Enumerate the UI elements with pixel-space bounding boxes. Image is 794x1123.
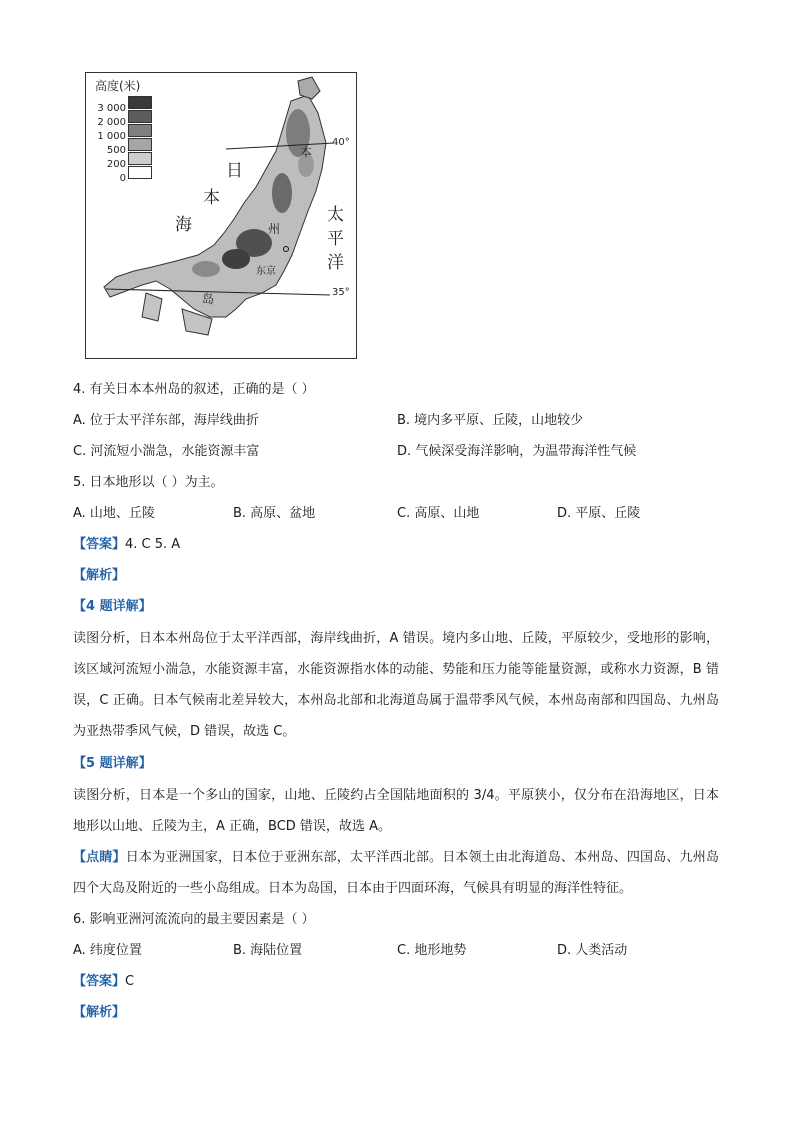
question-6-option-b: B. 海陆位置: [233, 943, 303, 958]
question-6-option-c: C. 地形地势: [397, 943, 467, 958]
legend-swatch: [128, 138, 152, 151]
analysis-tag: 【解析】: [73, 1005, 126, 1020]
detail-4-text: 读图分析，日本本州岛位于太平洋西部，海岸线曲折，A 错误。境内多山地、丘陵，平原较少，受地形的影响，该区域河流短小湍急，水能资源丰富，水能资源指水体的动能、势能和压力能等能量资源，或称水力资源，B 错误，C 正确。日本气候南北差异较大，本州岛北部和北海道岛属于温带季风气候，本州岛南部和四国岛、九州岛为亚热带季风气候，D 错误，故选 C。: [73, 631, 719, 739]
highlight-block: [73, 842, 719, 904]
japan-map-drawing: [86, 73, 358, 360]
question-6-option-d: D. 人类活动: [557, 943, 628, 958]
question-5-option-d: D. 平原、丘陵: [557, 506, 641, 521]
answer-tag: 【答案】: [73, 537, 126, 552]
latitude-40-label: 40°: [332, 137, 350, 148]
detail-5-heading: [73, 755, 152, 773]
pacific-ocean-char-3: 洋: [327, 253, 344, 273]
legend-level-label: 500: [106, 145, 126, 156]
question-4-option-d: D. 气候深受海洋影响，为温带海洋性气候: [397, 444, 637, 459]
sea-of-japan-char-2: 本: [203, 188, 220, 208]
relief-patch: [192, 261, 220, 277]
legend-title: 高度(米): [95, 79, 141, 93]
detail-4-heading: [73, 598, 152, 616]
legend-swatch: [128, 110, 152, 123]
answer-text: 4. C 5. A: [125, 537, 181, 552]
detail-5-text: 读图分析，日本是一个多山的国家，山地、丘陵约占全国陆地面积的 3/4。平原狭小，仅分布在沿海地区，日本地形以山地、丘陵为主，A 正确，BCD 错误，故选 A。: [73, 788, 719, 834]
latitude-35-label: 35°: [332, 287, 350, 298]
analysis-block-2: [73, 1004, 125, 1022]
question-5-option-b: B. 高原、盆地: [233, 506, 316, 521]
hokkaido-shape: [298, 77, 320, 99]
legend-level-label: 0: [119, 173, 126, 184]
question-5-option-c: C. 高原、山地: [397, 506, 480, 521]
legend-swatch: [128, 96, 152, 109]
sea-of-japan-char-1: 日: [226, 161, 243, 181]
legend-swatch: [128, 166, 152, 179]
legend-swatch: [128, 124, 152, 137]
question-4-option-a: A. 位于太平洋东部，海岸线曲折: [73, 413, 259, 428]
analysis-tag: 【解析】: [73, 568, 126, 583]
legend-level-label: 200: [106, 159, 126, 170]
legend-level-label: 1 000: [97, 131, 126, 142]
question-6-option-a: A. 纬度位置: [73, 943, 142, 958]
highlight-text: 日本为亚洲国家，日本位于亚洲东部，太平洋西北部。日本领土由北海道岛、本州岛、四国岛、九州岛四个大岛及附近的一些小岛组成。日本为岛国，日本由于四面环海，气候具有明显的海洋性特征。: [73, 850, 719, 896]
legend-level-label: 3 000: [97, 103, 126, 114]
relief-patch: [272, 173, 292, 213]
answer-block-2: [73, 973, 134, 991]
detail-5-tag: 【5 题详解】: [73, 756, 152, 771]
answer-text: C: [125, 974, 135, 989]
question-5-stem: 5. 日本地形以（ ）为主。: [73, 475, 224, 490]
answer-tag: 【答案】: [73, 974, 126, 989]
legend-swatch: [128, 152, 152, 165]
sea-of-japan-char-3: 海: [175, 215, 192, 235]
question-4-stem: 4. 有关日本本州岛的叙述，正确的是（ ）: [73, 382, 315, 397]
honshu-char-2: 州: [268, 222, 281, 236]
question-6-stem: 6. 影响亚洲河流流向的最主要因素是（ ）: [73, 912, 315, 927]
answer-block-1: [73, 536, 180, 554]
question-4-option-c: C. 河流短小湍急，水能资源丰富: [73, 444, 260, 459]
question-5-option-a: A. 山地、丘陵: [73, 506, 155, 521]
relief-patch: [222, 249, 250, 269]
honshu-char-3: 岛: [202, 292, 215, 306]
pacific-ocean-char-1: 太: [327, 205, 344, 225]
kyushu-shape: [142, 293, 162, 321]
pacific-ocean-char-2: 平: [327, 229, 344, 249]
detail-4-tag: 【4 题详解】: [73, 599, 152, 614]
legend-level-label: 2 000: [97, 117, 126, 128]
highlight-tag: 【点睛】: [73, 850, 126, 865]
tokyo-label: 东京: [256, 266, 276, 277]
question-4-option-b: B. 境内多平原、丘陵，山地较少: [397, 413, 584, 428]
analysis-block-1: [73, 567, 125, 585]
honshu-char-1: 本: [300, 145, 313, 159]
